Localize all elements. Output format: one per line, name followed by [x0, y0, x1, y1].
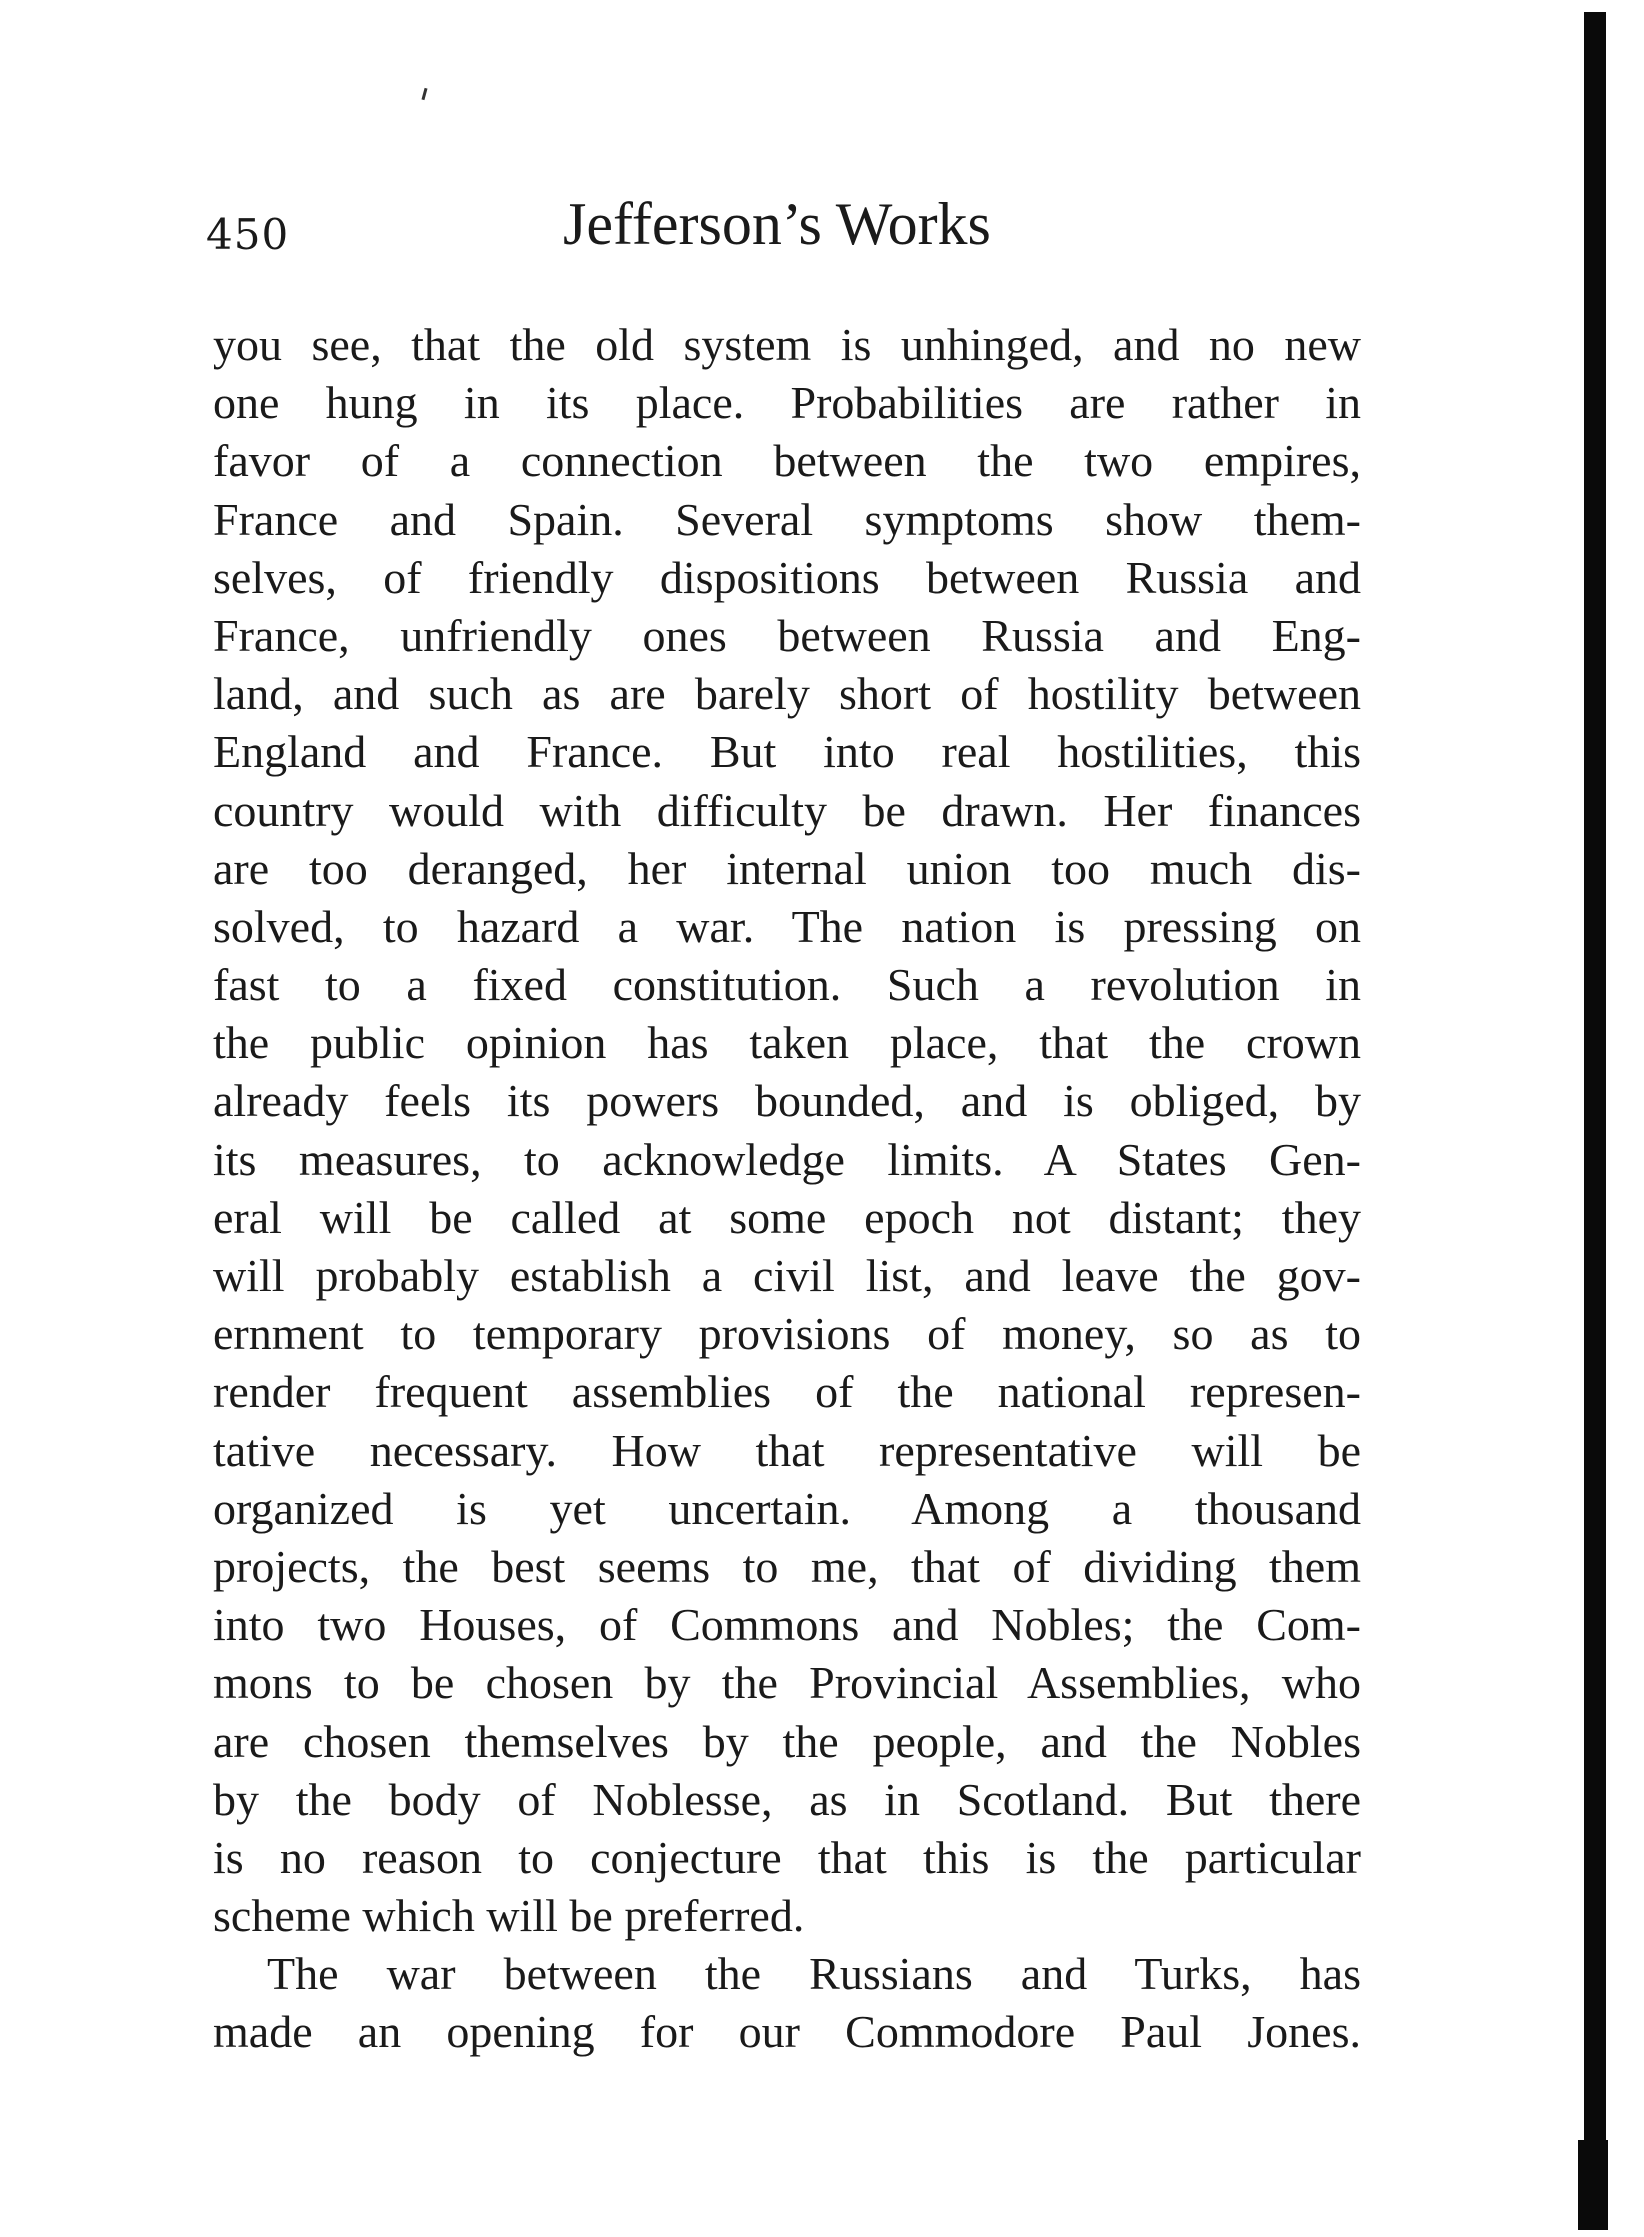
text-line: France and Spain. Several symptoms show them-	[213, 493, 1361, 545]
text-line: fast to a fixed constitution. Such a revolution in	[213, 959, 1361, 1011]
text-line: organized is yet uncertain. Among a thousand	[213, 1482, 1361, 1534]
text-line: into two Houses, of Commons and Nobles; the Com-	[213, 1599, 1361, 1651]
text-line: by the body of Noblesse, as in Scotland. But there	[213, 1773, 1361, 1825]
text-line: will probably establish a civil list, and leave the gov-	[213, 1250, 1361, 1301]
running-title: Jefferson’s Works	[563, 191, 991, 257]
text-line: are too deranged, her internal union too much dis-	[213, 842, 1361, 894]
text-line: favor of a connection between the two empires,	[213, 435, 1361, 487]
stray-ink-mark	[421, 88, 427, 100]
text-line: render frequent assemblies of the national represen-	[213, 1366, 1361, 1418]
text-line: you see, that the old system is unhinged, and no new	[213, 319, 1361, 370]
text-line: the public opinion has taken place, that the crown	[213, 1017, 1361, 1069]
text-line: solved, to hazard a war. The nation is pressing on	[213, 900, 1361, 952]
binding-edge-bar	[1584, 12, 1606, 2224]
paragraph-end-line: scheme which will be preferred.	[213, 1890, 805, 1942]
text-line: projects, the best seems to me, that of dividing them	[213, 1540, 1361, 1592]
text-line: one hung in its place. Probabilities are rather in	[213, 377, 1361, 429]
text-line: eral will be called at some epoch not distant; they	[213, 1191, 1361, 1243]
text-line: ernment to temporary provisions of money, so as to	[213, 1308, 1361, 1360]
paragraph-start-line: The war between the Russians and Turks, has	[267, 1948, 1361, 2000]
text-line: already feels its powers bounded, and is obliged, by	[213, 1075, 1361, 1127]
text-line: mons to be chosen by the Provincial Assemblies, who	[213, 1657, 1361, 1709]
text-line: made an opening for our Commodore Paul Jones.	[213, 2006, 1361, 2058]
text-line: country would with difficulty be drawn. Her finances	[213, 784, 1361, 836]
text-line: land, and such as are barely short of hostility between	[213, 668, 1361, 720]
text-line: selves, of friendly dispositions between Russia and	[213, 551, 1361, 603]
running-head	[206, 190, 1356, 270]
text-line: are chosen themselves by the people, and the Nobles	[213, 1715, 1361, 1767]
text-line: is no reason to conjecture that this is the particular	[213, 1831, 1361, 1883]
text-line: France, unfriendly ones between Russia and Eng-	[213, 609, 1361, 661]
text-line: tative necessary. How that representative will be	[213, 1424, 1361, 1476]
text-line: its measures, to acknowledge limits. A States Gen-	[213, 1133, 1361, 1185]
body-text	[213, 316, 1361, 2106]
binding-edge-foot	[1578, 2140, 1608, 2230]
page-number: 450	[206, 210, 290, 259]
text-line: England and France. But into real hostilities, this	[213, 726, 1361, 778]
